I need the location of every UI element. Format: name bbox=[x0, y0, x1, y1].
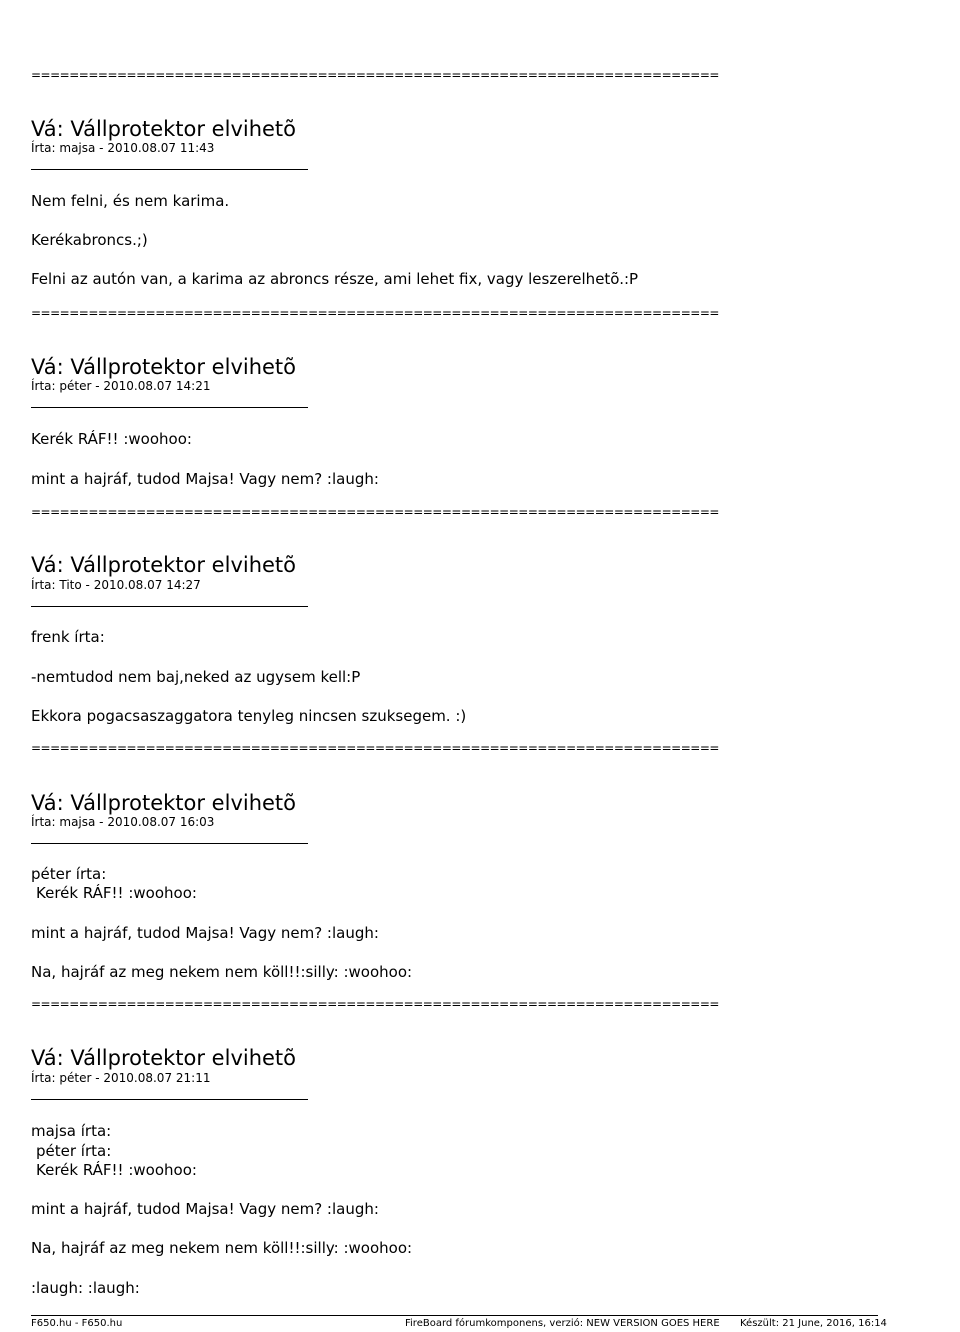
post-divider bbox=[31, 407, 308, 408]
footer-generated: Készült: 21 June, 2016, 16:14 bbox=[740, 1318, 887, 1329]
post-title: Vá: Vállprotektor elvihetõ bbox=[31, 117, 297, 141]
post-title: Vá: Vállprotektor elvihetõ bbox=[31, 553, 297, 577]
footer-site: F650.hu - F650.hu bbox=[31, 1318, 123, 1329]
footer-component: FireBoard fórumkomponens, verzió: NEW VERSION GOES HERE bbox=[405, 1318, 720, 1329]
quote-author: péter írta: bbox=[36, 1142, 112, 1160]
quoted-line: Kerék RÁF!! :woohoo: bbox=[36, 1161, 197, 1179]
post-divider bbox=[31, 169, 308, 170]
post-line: :laugh: :laugh: bbox=[31, 1279, 140, 1297]
quote-author: frenk írta: bbox=[31, 628, 105, 646]
post-meta: Írta: majsa - 2010.08.07 16:03 bbox=[31, 815, 215, 829]
post-line: Nem felni, és nem karima. bbox=[31, 192, 230, 210]
post-divider bbox=[31, 1099, 308, 1100]
post-separator: ======================================================================== bbox=[31, 306, 719, 320]
post-line: Na, hajráf az meg nekem nem köll!!:silly: :woohoo: bbox=[31, 1239, 413, 1257]
quote-author: majsa írta: bbox=[31, 1122, 112, 1140]
post-title: Vá: Vállprotektor elvihetõ bbox=[31, 355, 297, 379]
post-meta: Írta: majsa - 2010.08.07 11:43 bbox=[31, 141, 215, 155]
post-line: mint a hajráf, tudod Majsa! Vagy nem? :laugh: bbox=[31, 1200, 379, 1218]
post-title: Vá: Vállprotektor elvihetõ bbox=[31, 791, 297, 815]
post-line: mint a hajráf, tudod Majsa! Vagy nem? :laugh: bbox=[31, 470, 379, 488]
post-meta: Írta: Tito - 2010.08.07 14:27 bbox=[31, 578, 201, 592]
post-line: Ekkora pogacsaszaggatora tenyleg nincsen szuksegem. :) bbox=[31, 707, 467, 725]
post-separator: ======================================================================== bbox=[31, 505, 719, 519]
footer-divider bbox=[31, 1315, 878, 1316]
post-line: Na, hajráf az meg nekem nem köll!!:silly: :woohoo: bbox=[31, 963, 413, 981]
quoted-line: Kerék RÁF!! :woohoo: bbox=[36, 884, 197, 902]
post-line: Felni az autón van, a karima az abroncs része, ami lehet fix, vagy leszerelhetõ.:P bbox=[31, 270, 639, 288]
post-line: -nemtudod nem baj,neked az ugysem kell:P bbox=[31, 668, 361, 686]
post-meta: Írta: péter - 2010.08.07 21:11 bbox=[31, 1071, 211, 1085]
post-line: mint a hajráf, tudod Majsa! Vagy nem? :laugh: bbox=[31, 924, 379, 942]
post-separator: ======================================================================== bbox=[31, 68, 719, 82]
post-divider bbox=[31, 843, 308, 844]
post-meta: Írta: péter - 2010.08.07 14:21 bbox=[31, 379, 211, 393]
quote-author: péter írta: bbox=[31, 865, 107, 883]
post-separator: ======================================================================== bbox=[31, 997, 719, 1011]
post-divider bbox=[31, 606, 308, 607]
post-line: Kerékabroncs.;) bbox=[31, 231, 148, 249]
post-separator: ======================================================================== bbox=[31, 741, 719, 755]
post-title: Vá: Vállprotektor elvihetõ bbox=[31, 1046, 297, 1070]
post-line: Kerék RÁF!! :woohoo: bbox=[31, 430, 192, 448]
